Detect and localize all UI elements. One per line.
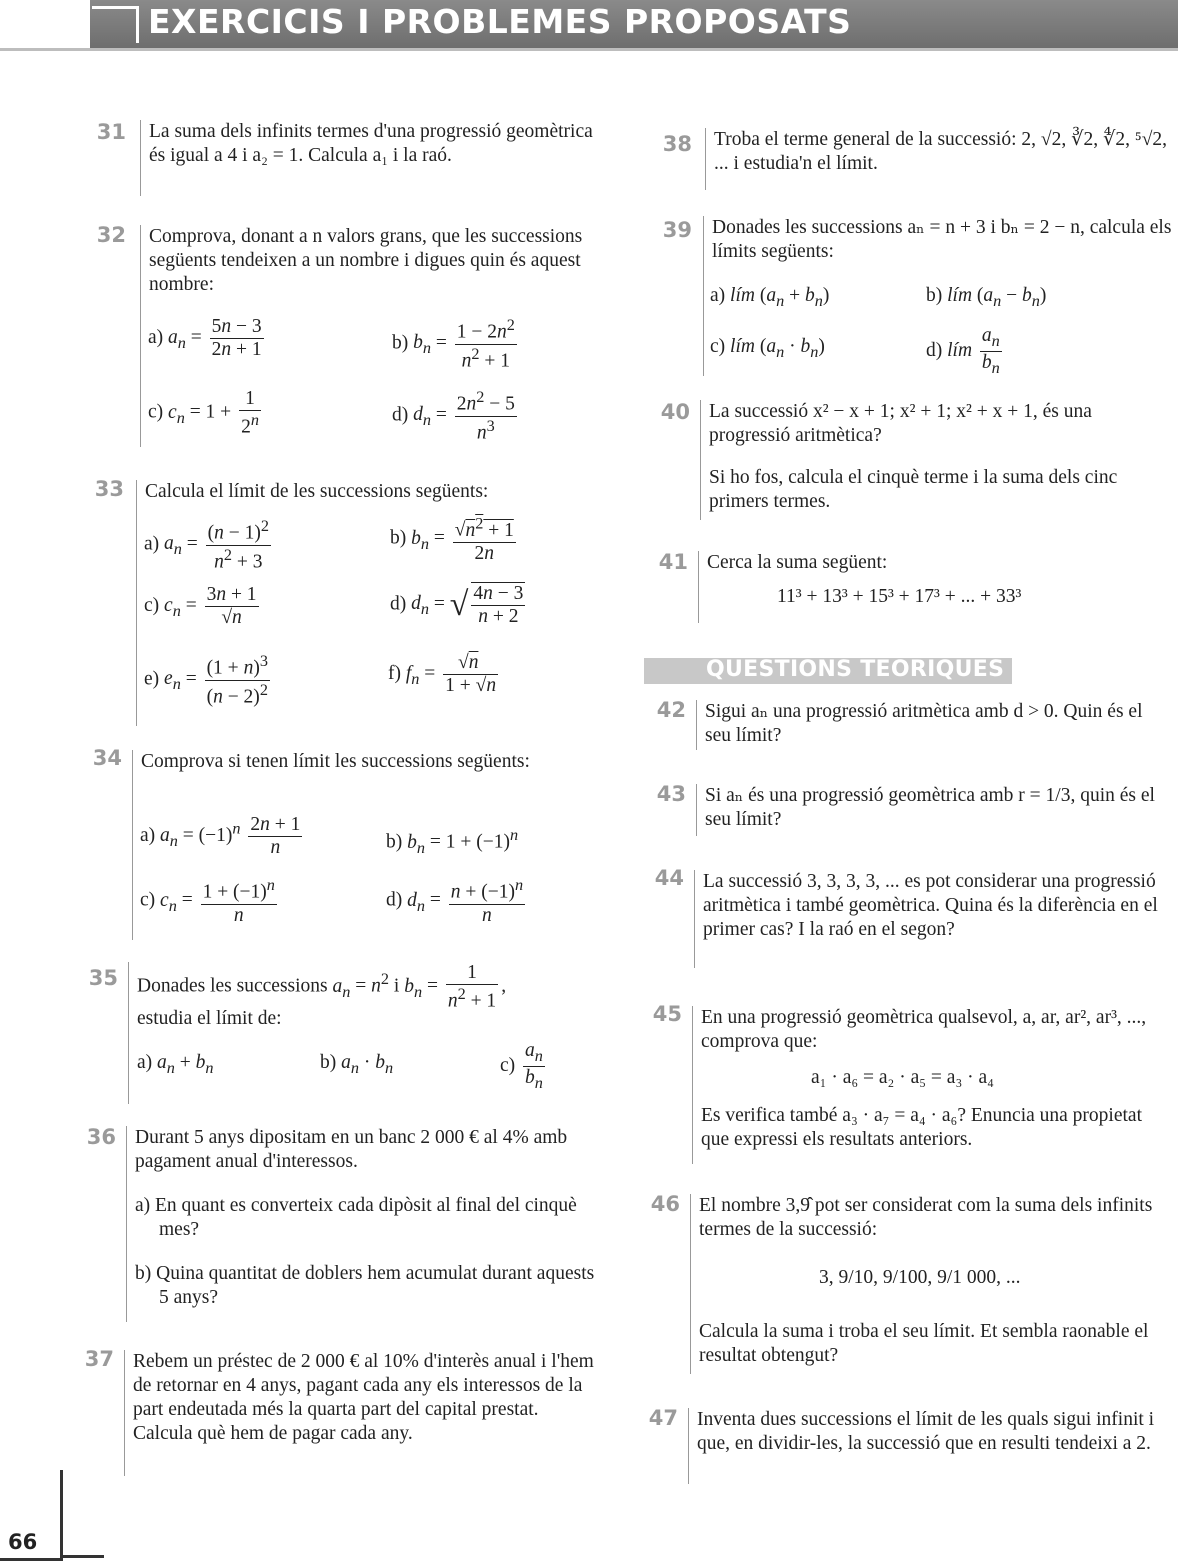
problem-number: 45 bbox=[652, 1002, 682, 1026]
problem-34-d: d) $d_n$ = $\frac{n + (-1)^n}{n}$ bbox=[386, 876, 524, 926]
problem-47-text: Inventa dues successions el límit de les quals sigui infinit i que, en dividir-les, la successió que en resulti tendeixi a 2. bbox=[697, 1409, 1155, 1454]
problem-32-d: d) $d_n$ = $\frac{2n^2 - 5}{n^3}$ bbox=[392, 388, 515, 443]
problem-33-e: e) $e_n$ = $\frac{(1 + n)^3}{(n - 2)^2}$ bbox=[144, 652, 268, 707]
problem-38-text: Troba el terme general de la successió: 2, √2, ∛2, ∜2, ⁵√2, ... i estudia'n el límit. bbox=[714, 129, 1168, 174]
problem-39-a: a) lím $(a_n + b_n)$ bbox=[710, 285, 830, 310]
problem-34-text: Comprova si tenen límit les successions següents: bbox=[141, 751, 530, 772]
problem-35-a: a) $a_n + b_n$ bbox=[137, 1052, 214, 1077]
problem-46-text2: Calcula la suma i troba el seu límit. Et sembla raonable el resultat obtengut? bbox=[699, 1321, 1149, 1366]
problem-36 bbox=[126, 1126, 599, 1322]
problem-number: 36 bbox=[86, 1125, 116, 1149]
problem-number: 35 bbox=[88, 966, 118, 990]
problem-35-text1: Donades les successions $a_n = n^2$ i $b_n$ = $\frac{1}{n^2 + 1}$ , bbox=[137, 962, 507, 1012]
problem-number: 37 bbox=[84, 1347, 114, 1371]
problem-number: 39 bbox=[662, 218, 692, 242]
problem-number: 41 bbox=[658, 550, 688, 574]
problem-41 bbox=[698, 551, 1172, 623]
problem-number: 33 bbox=[94, 477, 124, 501]
problem-33-c: c) $c_n$ = $\frac{3n + 1}{√n}$ bbox=[144, 584, 257, 628]
problem-number: 31 bbox=[96, 120, 126, 144]
problem-41-formula: 11³ + 13³ + 15³ + 17³ + ... + 33³ bbox=[777, 586, 1022, 607]
header-rule bbox=[0, 48, 1178, 51]
problem-number: 42 bbox=[656, 698, 686, 722]
problem-number: 32 bbox=[96, 223, 126, 247]
problem-33-b: b) $b_n$ = $\frac{√n^2 + 1}{2n}$ bbox=[390, 514, 514, 564]
problem-46-formula: 3, 9/10, 9/100, 9/1 000, ... bbox=[819, 1267, 1021, 1288]
problem-number: 43 bbox=[656, 782, 686, 806]
problem-40 bbox=[700, 400, 1174, 520]
problem-34-a: a) $a_n = (-1)^n$ $\frac{2n + 1}{n}$ bbox=[140, 814, 301, 858]
corner-mark-bottom-tail bbox=[60, 1555, 104, 1558]
problem-47 bbox=[688, 1408, 1162, 1484]
problem-number: 47 bbox=[648, 1406, 678, 1430]
problem-46 bbox=[690, 1194, 1164, 1374]
problem-36-b: b) Quina quantitat de doblers hem acumulat durant aquests 5 anys? bbox=[135, 1263, 595, 1308]
problem-33-text: Calcula el límit de les successions següents: bbox=[145, 481, 489, 502]
problem-44-text: La successió 3, 3, 3, 3, ... es pot considerar una progressió aritmètica i també geomètrica. Quina és la diferència en el primer cas? I la raó en el segon? bbox=[703, 871, 1158, 940]
problem-31-text: La suma dels infinits termes d'una progressió geomètrica és igual a 4 i a₂ = 1. Calcula a₁ i la raó. bbox=[149, 121, 593, 166]
page-number: 66 bbox=[8, 1530, 38, 1554]
problem-number: 38 bbox=[662, 132, 692, 156]
problem-number: 40 bbox=[660, 400, 690, 424]
problem-44 bbox=[694, 870, 1168, 968]
problem-35-text2: estudia el límit de: bbox=[137, 1008, 282, 1029]
problem-43-text: Si aₙ és una progressió geomètrica amb r = 1/3, quin és el seu límit? bbox=[705, 785, 1155, 830]
problem-42-text: Sigui aₙ una progressió aritmètica amb d > 0. Quin és el seu límit? bbox=[705, 701, 1143, 746]
problem-36-a: a) En quant es converteix cada dipòsit al final del cinquè mes? bbox=[135, 1195, 577, 1240]
problem-39-b: b) lím $(a_n - b_n)$ bbox=[926, 285, 1047, 310]
problem-40-text1: La successió x² − x + 1; x² + 1; x² + x + 1, és una progressió aritmètica? bbox=[709, 401, 1092, 446]
problem-number: 46 bbox=[650, 1192, 680, 1216]
section-title: QÜESTIONS TEÒRIQUES bbox=[706, 657, 1005, 682]
problem-43 bbox=[696, 784, 1170, 836]
problem-41-text: Cerca la suma següent: bbox=[707, 552, 888, 573]
problem-40-text2: Si ho fos, calcula el cinquè terme i la suma dels cinc primers termes. bbox=[709, 467, 1118, 512]
problem-32-b: b) $b_n$ = $\frac{1 - 2n^2}{n^2 + 1}$ bbox=[392, 316, 515, 371]
problem-37 bbox=[124, 1350, 595, 1476]
problem-34-b: b) $b_n = 1 + (-1)^n$ bbox=[386, 826, 519, 857]
problem-45-text2: Es verifica també a₃ · a₇ = a₄ · a₆? Enuncia una propietat que expressi els resultats anteriors. bbox=[701, 1105, 1142, 1150]
problem-35-c: c) $\frac{a_n}{b_n}$ bbox=[500, 1040, 543, 1092]
corner-mark-top bbox=[92, 6, 139, 43]
problem-32-text: Comprova, donant a n valors grans, que les successions següents tendeixen a un nombre i digues quin és aquest nombre: bbox=[149, 226, 583, 295]
problem-37-text: Rebem un préstec de 2 000 € al 10% d'interès anual i l'hem de retornar en 4 anys, pagant cada any els interessos de la part endeutada més la quarta part del capital prestat. Calcula què hem de pagar cada any. bbox=[133, 1351, 594, 1444]
problem-45-text1: En una progressió geomètrica qualsevol, a, ar, ar², ar³, ..., comprova que: bbox=[701, 1007, 1147, 1052]
problem-46-text1: El nombre 3,9̂ pot ser considerat com la suma dels infinits termes de la successió: bbox=[699, 1195, 1153, 1240]
problem-33-d: d) $d_n$ = √ $\frac{4n - 3}{n + 2}$ bbox=[390, 583, 524, 627]
problem-39-c: c) lím $(a_n \cdot b_n)$ bbox=[710, 336, 825, 361]
problem-39-text: Donades les successions aₙ = n + 3 i bₙ = 2 − n, calcula els límits següents: bbox=[712, 217, 1172, 262]
problem-45 bbox=[692, 1006, 1166, 1164]
problem-33-f: f) $f_n$ = $\frac{√n}{1 + √n}$ bbox=[388, 652, 497, 696]
problem-32-a: a) $a_n$ = $\frac{5n - 3}{2n + 1}$ bbox=[148, 316, 262, 360]
problem-number: 44 bbox=[654, 866, 684, 890]
problem-34-c: c) $c_n$ = $\frac{1 + (-1)^n}{n}$ bbox=[140, 876, 275, 926]
problem-38 bbox=[705, 128, 1174, 190]
problem-45-formula: a₁ · a₆ = a₂ · a₅ = a₃ · a₄ bbox=[811, 1067, 994, 1088]
problem-number: 34 bbox=[92, 746, 122, 770]
problem-42 bbox=[696, 700, 1170, 750]
problem-39-d: d) lím $\frac{a_n}{b_n}$ bbox=[926, 325, 1000, 377]
page-title: EXERCICIS I PROBLEMES PROPOSATS bbox=[148, 2, 852, 41]
problem-35-b: b) $a_n \cdot b_n$ bbox=[320, 1052, 394, 1077]
problem-31 bbox=[140, 120, 604, 196]
problem-32-c: c) $c_n = 1$ + $\frac{1}{2^n}$ bbox=[148, 388, 259, 438]
problem-33-a: a) $a_n$ = $\frac{(n - 1)^2}{n^2 + 3}$ bbox=[144, 517, 270, 572]
problem-36-text: Durant 5 anys dipositam en un banc 2 000 € al 4% amb pagament anual d'interessos. bbox=[135, 1127, 568, 1172]
